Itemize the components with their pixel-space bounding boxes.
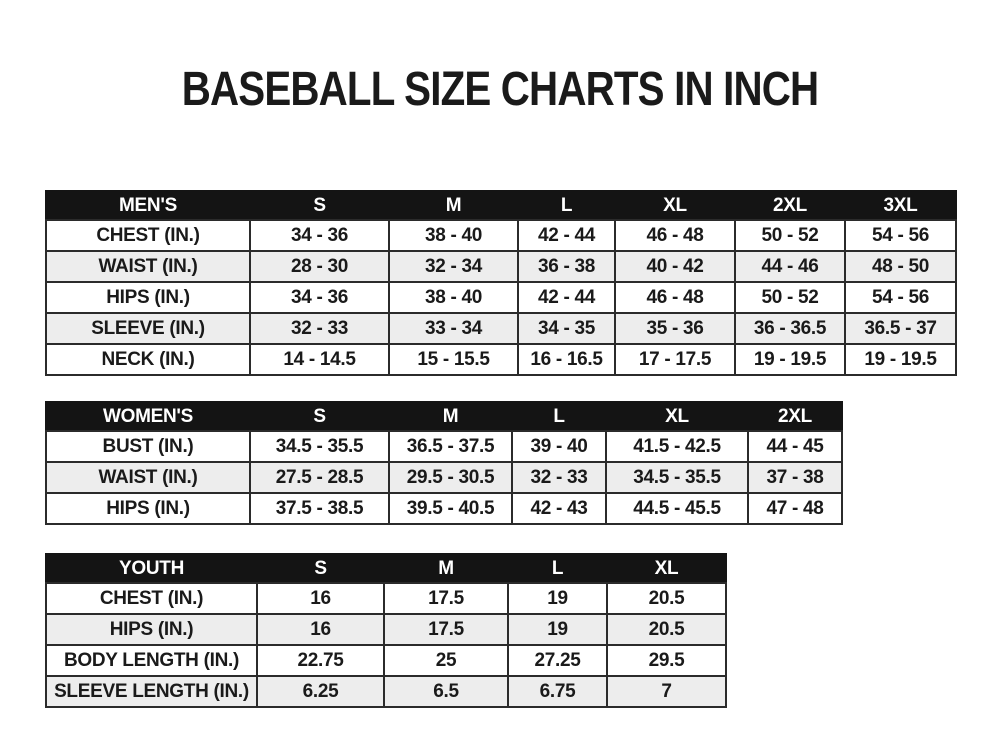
table-row	[46, 220, 956, 251]
size-column-header: S	[250, 191, 389, 220]
size-column-header: S	[257, 554, 384, 583]
size-value: 38 - 40	[389, 220, 518, 251]
womens-size-table	[45, 401, 843, 525]
size-value: 44.5 - 45.5	[606, 493, 748, 524]
size-value: 32 - 33	[512, 462, 606, 493]
table-title-cell: WOMEN'S	[46, 402, 250, 431]
measurement-label: WAIST (IN.)	[46, 251, 250, 282]
size-value: 34 - 36	[250, 282, 389, 313]
size-column-header: L	[512, 402, 606, 431]
table-row	[46, 583, 726, 614]
youth-size-table	[45, 553, 727, 708]
size-value: 6.5	[384, 676, 508, 707]
youth-table	[45, 553, 727, 708]
size-column-header: 2XL	[735, 191, 845, 220]
size-value: 15 - 15.5	[389, 344, 518, 375]
measurement-label: SLEEVE LENGTH (IN.)	[46, 676, 257, 707]
table-row	[46, 251, 956, 282]
measurement-label: HIPS (IN.)	[46, 282, 250, 313]
size-value: 47 - 48	[748, 493, 842, 524]
size-value: 27.25	[508, 645, 607, 676]
size-value: 39 - 40	[512, 431, 606, 462]
size-value: 20.5	[607, 614, 726, 645]
size-value: 50 - 52	[735, 282, 845, 313]
size-value: 48 - 50	[845, 251, 956, 282]
size-value: 38 - 40	[389, 282, 518, 313]
size-value: 14 - 14.5	[250, 344, 389, 375]
size-value: 19 - 19.5	[735, 344, 845, 375]
table-title-cell: MEN'S	[46, 191, 250, 220]
size-value: 16 - 16.5	[518, 344, 615, 375]
size-value: 42 - 44	[518, 282, 615, 313]
table-row	[46, 313, 956, 344]
size-value: 42 - 44	[518, 220, 615, 251]
size-value: 34 - 35	[518, 313, 615, 344]
size-value: 22.75	[257, 645, 384, 676]
size-column-header: M	[389, 191, 518, 220]
size-column-header: 3XL	[845, 191, 956, 220]
size-value: 35 - 36	[615, 313, 735, 344]
size-value: 50 - 52	[735, 220, 845, 251]
size-value: 29.5	[607, 645, 726, 676]
table-row	[46, 614, 726, 645]
size-value: 32 - 33	[250, 313, 389, 344]
size-value: 16	[257, 614, 384, 645]
size-value: 7	[607, 676, 726, 707]
table-row	[46, 493, 842, 524]
measurement-label: SLEEVE (IN.)	[46, 313, 250, 344]
table-header-row	[46, 402, 842, 431]
size-value: 42 - 43	[512, 493, 606, 524]
measurement-label: CHEST (IN.)	[46, 220, 250, 251]
size-value: 36.5 - 37.5	[389, 431, 512, 462]
size-value: 6.25	[257, 676, 384, 707]
size-column-header: S	[250, 402, 389, 431]
size-value: 27.5 - 28.5	[250, 462, 389, 493]
size-value: 17 - 17.5	[615, 344, 735, 375]
size-value: 29.5 - 30.5	[389, 462, 512, 493]
size-value: 33 - 34	[389, 313, 518, 344]
measurement-label: BODY LENGTH (IN.)	[46, 645, 257, 676]
size-value: 54 - 56	[845, 220, 956, 251]
size-column-header: M	[389, 402, 512, 431]
table-row	[46, 462, 842, 493]
size-value: 54 - 56	[845, 282, 956, 313]
womens-table	[45, 401, 843, 525]
size-value: 36 - 36.5	[735, 313, 845, 344]
size-value: 44 - 46	[735, 251, 845, 282]
size-value: 19	[508, 614, 607, 645]
measurement-label: BUST (IN.)	[46, 431, 250, 462]
table-header-row	[46, 554, 726, 583]
table-row	[46, 431, 842, 462]
size-value: 28 - 30	[250, 251, 389, 282]
table-title-cell: YOUTH	[46, 554, 257, 583]
measurement-label: HIPS (IN.)	[46, 493, 250, 524]
size-value: 34.5 - 35.5	[250, 431, 389, 462]
size-value: 41.5 - 42.5	[606, 431, 748, 462]
page-title: BASEBALL SIZE CHARTS IN INCH	[181, 63, 819, 116]
table-row	[46, 282, 956, 313]
size-value: 34 - 36	[250, 220, 389, 251]
size-column-header: L	[508, 554, 607, 583]
size-value: 34.5 - 35.5	[606, 462, 748, 493]
size-value: 25	[384, 645, 508, 676]
table-row	[46, 645, 726, 676]
size-value: 17.5	[384, 583, 508, 614]
measurement-label: CHEST (IN.)	[46, 583, 257, 614]
size-value: 17.5	[384, 614, 508, 645]
size-value: 37.5 - 38.5	[250, 493, 389, 524]
size-value: 39.5 - 40.5	[389, 493, 512, 524]
size-value: 36 - 38	[518, 251, 615, 282]
size-value: 16	[257, 583, 384, 614]
size-value: 46 - 48	[615, 220, 735, 251]
size-column-header: XL	[615, 191, 735, 220]
measurement-label: NECK (IN.)	[46, 344, 250, 375]
size-column-header: M	[384, 554, 508, 583]
size-value: 19	[508, 583, 607, 614]
table-row	[46, 344, 956, 375]
size-value: 36.5 - 37	[845, 313, 956, 344]
size-value: 44 - 45	[748, 431, 842, 462]
size-column-header: 2XL	[748, 402, 842, 431]
size-value: 20.5	[607, 583, 726, 614]
table-header-row	[46, 191, 956, 220]
mens-size-table	[45, 190, 957, 376]
size-value: 46 - 48	[615, 282, 735, 313]
size-value: 40 - 42	[615, 251, 735, 282]
size-value: 32 - 34	[389, 251, 518, 282]
table-row	[46, 676, 726, 707]
size-column-header: L	[518, 191, 615, 220]
size-value: 37 - 38	[748, 462, 842, 493]
size-value: 6.75	[508, 676, 607, 707]
size-column-header: XL	[607, 554, 726, 583]
size-column-header: XL	[606, 402, 748, 431]
size-value: 19 - 19.5	[845, 344, 956, 375]
mens-table	[45, 190, 957, 376]
measurement-label: WAIST (IN.)	[46, 462, 250, 493]
measurement-label: HIPS (IN.)	[46, 614, 257, 645]
